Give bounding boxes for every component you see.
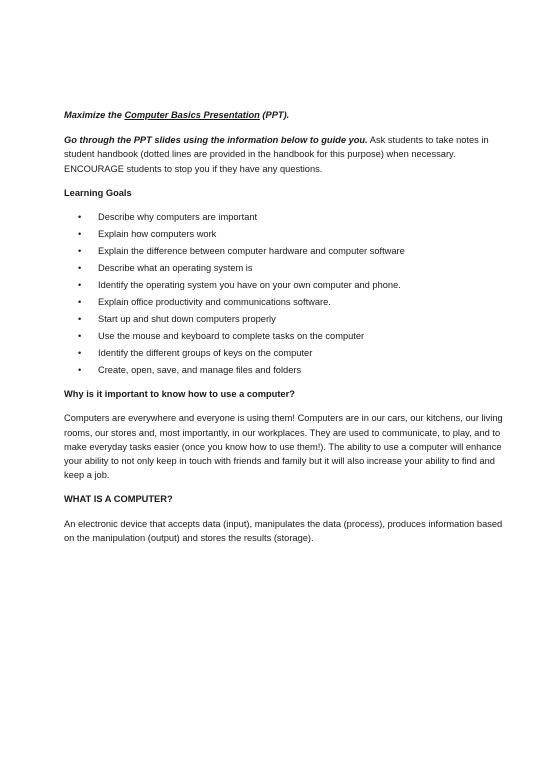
guide-rest-text: Ask students to take notes in student handbook (dotted lines are provided in the handbook for this purpose) when necessary. ENCOURAGE students to stop you if they have any questions. — [64, 135, 489, 174]
list-item: • Explain the difference between computer hardware and computer software — [64, 244, 504, 258]
list-item: • Identify the operating system you have on your own computer and phone. — [64, 278, 504, 292]
guide-paragraph — [64, 133, 504, 176]
learning-goals-list — [64, 210, 504, 377]
learning-goals-heading: Learning Goals — [64, 187, 132, 198]
intro-line1-suffix: (PPT). — [259, 110, 290, 120]
list-item: • Describe what an operating system is — [64, 261, 504, 275]
what-paragraph: An electronic device that accepts data (input), manipulates the data (process), produces information based on the manipulation (output) and stores the results (storage). — [64, 518, 503, 543]
list-item: • Identify the different groups of keys on the computer — [64, 346, 504, 360]
what-heading: WHAT IS A COMPUTER? — [64, 494, 173, 505]
why-paragraph: Computers are everywhere and everyone is using them! Computers are in our cars, our kitchens, our living rooms, our stores and, most importantly, in our workplaces. They are used to communicate, to play, and to make everyday tasks easier (once you know how to use them!). The ability to use a computer will enhance your ability to not only keep in touch with friends and family but it will also increase your ability to find and keep a job. — [64, 413, 503, 481]
presentation-title: Computer Basics Presentation — [124, 110, 260, 120]
list-item: • Use the mouse and keyboard to complete tasks on the computer — [64, 329, 504, 343]
list-item: • Explain office productivity and communications software. — [64, 295, 504, 309]
guide-bold-text: Go through the PPT slides using the information below to guide you. — [64, 135, 368, 146]
list-item: • Describe why computers are important — [64, 210, 504, 224]
why-heading: Why is it important to know how to use a computer? — [64, 389, 295, 400]
intro-line1-prefix: Maximize the — [64, 110, 125, 120]
list-item: • Explain how computers work — [64, 227, 504, 241]
list-item: • Start up and shut down computers properly — [64, 312, 504, 326]
document-page — [64, 108, 504, 555]
intro-instruction — [64, 108, 504, 122]
list-item: • Create, open, save, and manage files and folders — [64, 363, 504, 377]
